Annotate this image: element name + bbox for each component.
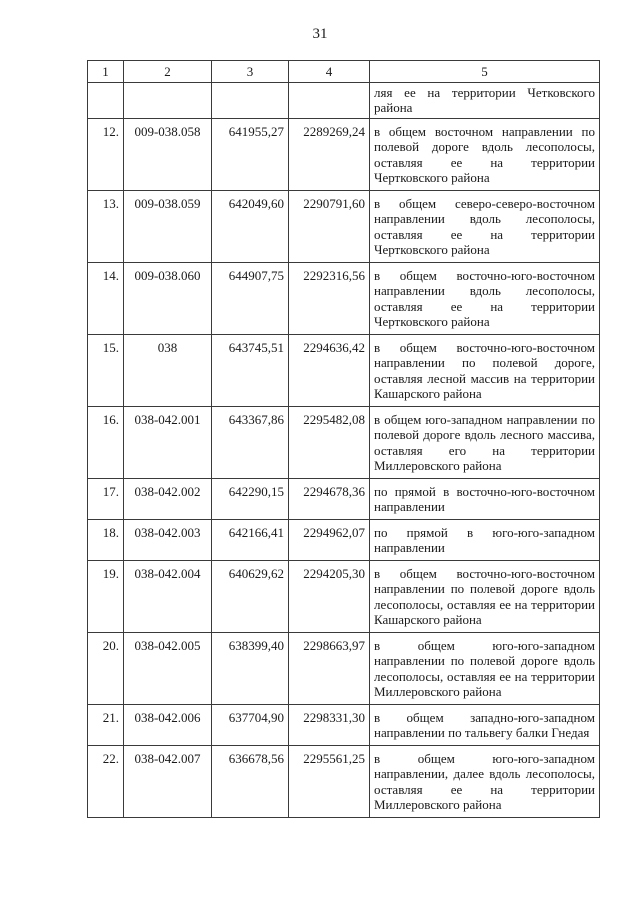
row-number: 14. [88, 262, 124, 334]
table-row [88, 632, 600, 704]
boundary-description: в общем северо-северо-восточном направлении вдоль лесополосы, оставляя ее на территории Чертковского района [370, 190, 600, 262]
table-row [88, 519, 600, 560]
boundary-description: в общем юго-юго-западном направлении, далее вдоль лесополосы, оставляя ее на территории Миллеровского района [370, 745, 600, 817]
table-row [88, 262, 600, 334]
boundary-description: по прямой в восточно-юго-восточном направлении [370, 478, 600, 519]
coordinate-y: 2298331,30 [289, 704, 370, 745]
coordinate-y: 2290791,60 [289, 190, 370, 262]
point-id: 038-042.007 [124, 745, 212, 817]
coordinate-x: 643367,86 [212, 406, 289, 478]
coordinate-y: 2294205,30 [289, 560, 370, 632]
row-number: 19. [88, 560, 124, 632]
coordinate-x: 644907,75 [212, 262, 289, 334]
coordinate-y: 2294678,36 [289, 478, 370, 519]
coordinate-y: 2294636,42 [289, 334, 370, 406]
point-id: 038-042.006 [124, 704, 212, 745]
table-cell-empty [212, 82, 289, 118]
coordinate-y: 2295561,25 [289, 745, 370, 817]
table-cell-empty [124, 82, 212, 118]
row-number: 12. [88, 118, 124, 190]
coordinate-y: 2294962,07 [289, 519, 370, 560]
boundary-description: в общем восточно-юго-восточном направлении по полевой дороге вдоль лесополосы, оставляя ее на территории Кашарского района [370, 560, 600, 632]
boundary-table [87, 60, 600, 818]
table-row [88, 478, 600, 519]
point-id: 038-042.005 [124, 632, 212, 704]
table-row [88, 334, 600, 406]
table-row [88, 745, 600, 817]
coordinate-y: 2289269,24 [289, 118, 370, 190]
point-id: 009-038.058 [124, 118, 212, 190]
header-cell: 4 [289, 61, 370, 83]
coordinate-y: 2295482,08 [289, 406, 370, 478]
coordinate-x: 637704,90 [212, 704, 289, 745]
row-number: 13. [88, 190, 124, 262]
coordinate-x: 636678,56 [212, 745, 289, 817]
point-id: 038-042.002 [124, 478, 212, 519]
header-cell: 3 [212, 61, 289, 83]
point-id: 038-042.004 [124, 560, 212, 632]
row-number: 18. [88, 519, 124, 560]
continuation-row [88, 82, 600, 118]
row-number: 21. [88, 704, 124, 745]
coordinate-x: 642166,41 [212, 519, 289, 560]
point-id: 038-042.003 [124, 519, 212, 560]
coordinate-x: 641955,27 [212, 118, 289, 190]
boundary-description: в общем восточном направлении по полевой дороге вдоль лесополосы, оставляя ее на территории Чертковского района [370, 118, 600, 190]
coordinate-x: 643745,51 [212, 334, 289, 406]
point-id: 038-042.001 [124, 406, 212, 478]
point-id: 009-038.060 [124, 262, 212, 334]
table-cell-empty [88, 82, 124, 118]
point-id: 038 [124, 334, 212, 406]
table-header-row [88, 61, 600, 83]
boundary-description: по прямой в юго-юго-западном направлении [370, 519, 600, 560]
row-number: 17. [88, 478, 124, 519]
boundary-description: в общем восточно-юго-восточном направлении по полевой дороге, оставляя лесной массив на территории Кашарского района [370, 334, 600, 406]
table-row [88, 704, 600, 745]
coordinate-y: 2298663,97 [289, 632, 370, 704]
row-number: 22. [88, 745, 124, 817]
coordinate-x: 638399,40 [212, 632, 289, 704]
page-number: 31 [312, 26, 328, 42]
table-row [88, 190, 600, 262]
boundary-description: в общем западно-юго-западном направлении по тальвегу балки Гнедая [370, 704, 600, 745]
header-cell: 2 [124, 61, 212, 83]
boundary-description: в общем юго-западном направлении по полевой дороге вдоль лесного массива, оставляя его на территории Миллеровского района [370, 406, 600, 478]
table-cell-empty [289, 82, 370, 118]
point-id: 009-038.059 [124, 190, 212, 262]
boundary-description: в общем восточно-юго-восточном направлении вдоль лесополосы, оставляя ее на территории Чертковского района [370, 262, 600, 334]
coordinate-x: 642290,15 [212, 478, 289, 519]
table-row [88, 118, 600, 190]
row-number: 16. [88, 406, 124, 478]
header-cell: 5 [370, 61, 600, 83]
coordinate-y: 2292316,56 [289, 262, 370, 334]
row-number: 15. [88, 334, 124, 406]
boundary-description: в общем юго-юго-западном направлении по полевой дороге вдоль лесополосы, оставляя ее на территории Миллеровского района [370, 632, 600, 704]
coordinate-x: 642049,60 [212, 190, 289, 262]
table-row [88, 560, 600, 632]
header-cell: 1 [88, 61, 124, 83]
coordinate-x: 640629,62 [212, 560, 289, 632]
continuation-description: ляя ее на территории Четковского района [370, 82, 600, 118]
table-row [88, 406, 600, 478]
row-number: 20. [88, 632, 124, 704]
